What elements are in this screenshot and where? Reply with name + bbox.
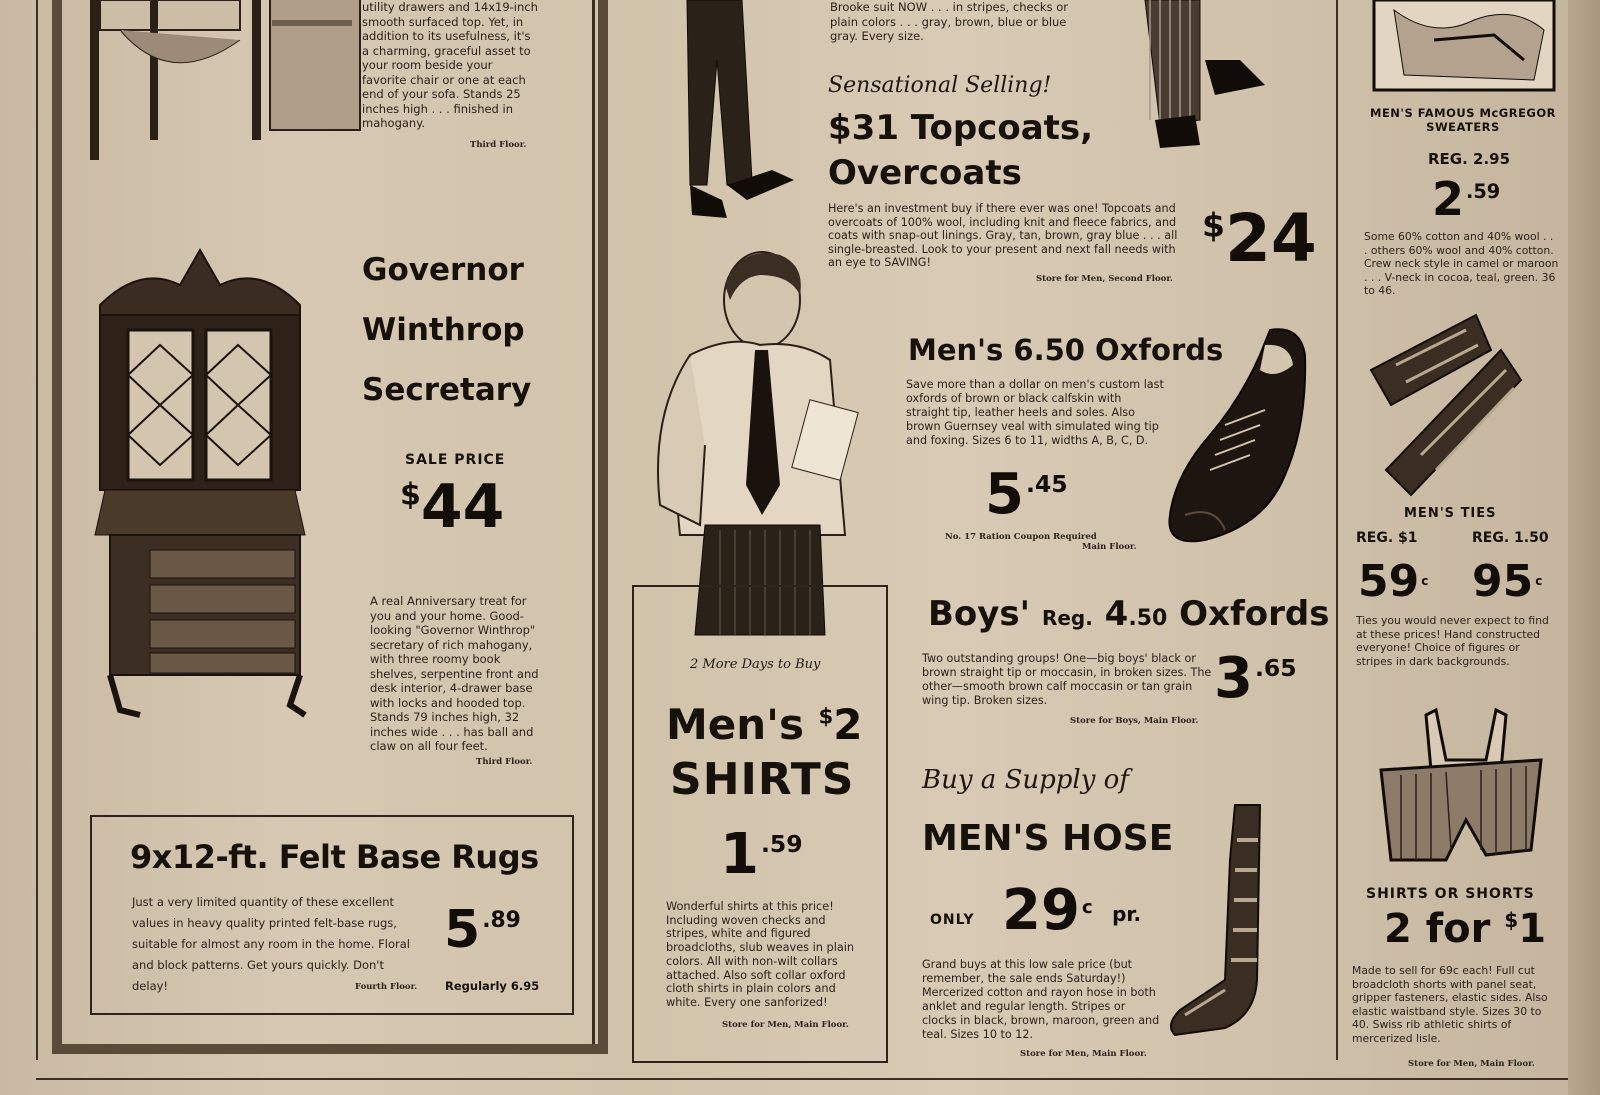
secretary-title-line-3: Secretary	[362, 372, 532, 408]
boys-title-num-cents: .50	[1128, 606, 1168, 631]
oxford-shoe-illustration	[1165, 325, 1315, 545]
boys-oxfords-price	[1214, 646, 1297, 711]
sweaters-regular-price: REG. 2.95	[1428, 150, 1511, 168]
topcoats-store-location: Store for Men, Second Floor.	[1036, 274, 1173, 284]
end-table-illustration	[60, 0, 360, 170]
topcoats-price-amount: 24	[1224, 200, 1317, 277]
shirts-shorts-illustration	[1366, 700, 1546, 870]
boys-title-boys: Boys'	[928, 594, 1031, 634]
boys-price-cents: .65	[1254, 653, 1297, 682]
oxfords-price-cents: .45	[1025, 469, 1068, 498]
rugs-title: 9x12-ft. Felt Base Rugs	[130, 838, 539, 876]
boys-oxfords-title	[928, 594, 1330, 634]
table-description: utility drawers and 14x19-inch smooth surfaced top. Yet, in addition to its usefulness, it's a charming, graceful asset to your room beside your favorite chair or one at each end of your sofa. Stands 25 inches high . . . finished in mahogany.	[362, 0, 538, 130]
ties-regular-price-a: REG. $1	[1356, 530, 1418, 546]
secretary-title-line-1: Governor	[362, 252, 524, 288]
suit-description: Brooke suit NOW . . . in stripes, checks or plain colors . . . gray, brown, blue or blue gray. Every size.	[830, 0, 1068, 43]
topcoats-price-currency: $	[1202, 205, 1225, 245]
shorts-deal-currency: $	[1504, 908, 1519, 932]
sock-illustration	[1165, 800, 1275, 1040]
sweaters-description: Some 60% cotton and 40% wool . . . others 60% wool and 40% cotton. Crew neck style in camel or maroon . . . V-neck in cocoa, teal, green. 36 to 46.	[1364, 230, 1559, 297]
shirts-description: Wonderful shirts at this price! Including woven checks and stripes, white and figured broadcloths, slub weaves in plain colors. All with non-wilt collars attached. Also soft collar oxford cloth shirts in plain colors and white. Every one sanforized!	[666, 900, 855, 1009]
rugs-description: Just a very limited quantity of these excellent values in heavy quality printed felt-base rugs, suitable for almost any room in the home. Floral and block patterns. Get yours quickly. Don't delay!	[132, 895, 410, 993]
hose-kicker: Buy a Supply of	[922, 765, 1129, 795]
shorts-store-location: Store for Men, Main Floor.	[1408, 1059, 1535, 1069]
shirts-store-location: Store for Men, Main Floor.	[722, 1020, 849, 1030]
ties-price-b	[1472, 556, 1542, 607]
boys-title-oxfords: Oxfords	[1179, 594, 1330, 634]
left-margin-rule	[36, 0, 38, 1060]
trousers-illustration	[672, 0, 832, 225]
topcoats-title-line-2: Overcoats	[828, 153, 1022, 193]
hose-price-unit: c	[1081, 896, 1093, 918]
oxfords-title: Men's 6.50 Oxfords	[908, 333, 1224, 367]
topcoats-price	[1202, 200, 1317, 277]
column-rule-2	[1336, 0, 1338, 1060]
oxfords-price	[985, 462, 1068, 527]
boys-oxfords-store-location: Store for Boys, Main Floor.	[1070, 716, 1199, 726]
ties-price-b-amount: 95	[1472, 556, 1534, 607]
boys-oxfords-description: Two outstanding groups! One—big boys' black or brown straight tip or moccasin, in broken sizes. The other—smooth brown calf moccasin or tan grain wing tip. Broken sizes.	[922, 652, 1212, 707]
shirts-price	[720, 822, 803, 887]
rugs-price-cents: .89	[482, 908, 521, 934]
ties-price-a-amount: 59	[1358, 556, 1420, 607]
ties-price-b-unit: c	[1535, 574, 1543, 589]
ties-description: Ties you would never expect to find at these prices! Hand constructed everyone! Choice of figures or stripes in dark backgrounds.	[1356, 614, 1549, 668]
shorts-deal	[1384, 906, 1546, 952]
rugs-price	[444, 900, 521, 960]
sweaters-price-dollars: 2	[1432, 172, 1465, 226]
sweaters-price-cents: .59	[1466, 179, 1501, 203]
hose-price	[1002, 878, 1141, 943]
topcoats-description: Here's an investment buy if there ever was one! Topcoats and overcoats of 100% wool, including knit and fleece fabrics, and coats with snap-out linings. Gray, tan, brown, gray blue . . . all single-breasted. Look to your present and next fall needs with an eye to SAVING!	[828, 202, 1178, 269]
sweater-illustration	[1374, 0, 1554, 90]
oxfords-price-dollars: 5	[985, 462, 1024, 527]
sweaters-title: MEN'S FAMOUS McGREGOR SWEATERS	[1370, 106, 1556, 134]
secretary-description: A real Anniversary treat for you and your home. Good-looking "Governor Winthrop" secretary of rich mahogany, with three roomy book shelves, serpentine front and desk interior, 4-drawer base with locks and hooded top. Stands 79 inches high, 32 inches wide . . . has ball and claw on all four feet.	[370, 594, 539, 753]
secretary-price	[400, 472, 504, 542]
topcoats-kicker: Sensational Selling!	[828, 73, 1052, 98]
oxfords-store-location: Main Floor.	[1082, 542, 1137, 552]
shirts-price-cents: .59	[760, 829, 803, 858]
shorts-title: SHIRTS OR SHORTS	[1366, 886, 1535, 902]
bottom-rule	[36, 1078, 1600, 1080]
page-fold	[1568, 0, 1600, 1095]
rugs-price-dollars: 5	[444, 900, 481, 960]
boys-title-reg: Reg.	[1041, 606, 1093, 630]
topcoats-title-line-1: $31 Topcoats,	[828, 108, 1094, 148]
ties-price-a-unit: c	[1421, 574, 1429, 589]
ties-illustration	[1366, 310, 1546, 500]
ties-regular-price-b: REG. 1.50	[1472, 530, 1549, 546]
hose-price-amount: 29	[1002, 878, 1080, 943]
secretary-title-line-2: Winthrop	[362, 312, 525, 348]
table-store-location: Third Floor.	[470, 140, 527, 150]
shirts-title-currency: $	[818, 704, 834, 729]
shorts-description: Made to sell for 69c each! Full cut broadcloth shorts with panel seat, gripper fasteners, elastic sides. Also elastic waistband style. Sizes 30 to 40. Swiss rib athletic shirts of mercerized lisle.	[1352, 964, 1548, 1045]
shirts-price-dollars: 1	[720, 822, 759, 887]
rugs-store-location: Fourth Floor.	[355, 982, 418, 992]
secretary-price-currency: $	[400, 477, 421, 513]
shorts-deal-qty: 2 for	[1384, 906, 1505, 952]
boys-price-dollars: 3	[1214, 646, 1253, 711]
hose-title: MEN'S HOSE	[922, 818, 1174, 859]
oxfords-coupon-note: No. 17 Ration Coupon Required	[945, 532, 1097, 542]
shirts-title-line-2: SHIRTS	[670, 754, 855, 805]
secretary-store-location: Third Floor.	[476, 757, 533, 767]
secretary-sale-label: SALE PRICE	[405, 452, 506, 468]
boys-title-num: 4	[1104, 594, 1129, 634]
hose-store-location: Store for Men, Main Floor.	[1020, 1049, 1147, 1059]
ties-price-a	[1358, 556, 1428, 607]
hose-description: Grand buys at this low sale price (but remember, the sale ends Saturday!) Mercerized cotton and rayon hose in both anklet and regular length. Stripes or clocks in black, brown, maroon, green and teal. Sizes 10 to 12.	[922, 958, 1160, 1041]
shirts-tagline: 2 More Days to Buy	[690, 657, 821, 672]
sweaters-price	[1432, 172, 1500, 226]
secretary-desk-illustration	[80, 245, 320, 755]
hose-price-per: pr.	[1112, 902, 1142, 926]
rugs-regular-price: Regularly 6.95	[445, 979, 540, 993]
secretary-price-amount: 44	[420, 472, 505, 542]
ties-title: MEN'S TIES	[1404, 506, 1497, 521]
shirts-title-mens: Men's	[666, 700, 805, 749]
oxfords-description: Save more than a dollar on men's custom last oxfords of brown or black calfskin with straight tip, leather heels and soles. Also brown Guernsey veal with simulated wing tip and foxing. Sizes 6 to 11, widths A, B, C, D.	[906, 378, 1164, 447]
shorts-deal-price: 1	[1518, 906, 1547, 952]
hose-only-label: ONLY	[930, 912, 975, 928]
shirts-title	[666, 700, 863, 749]
shirts-title-price: 2	[833, 700, 863, 749]
suit-trousers-illustration	[1140, 0, 1290, 150]
